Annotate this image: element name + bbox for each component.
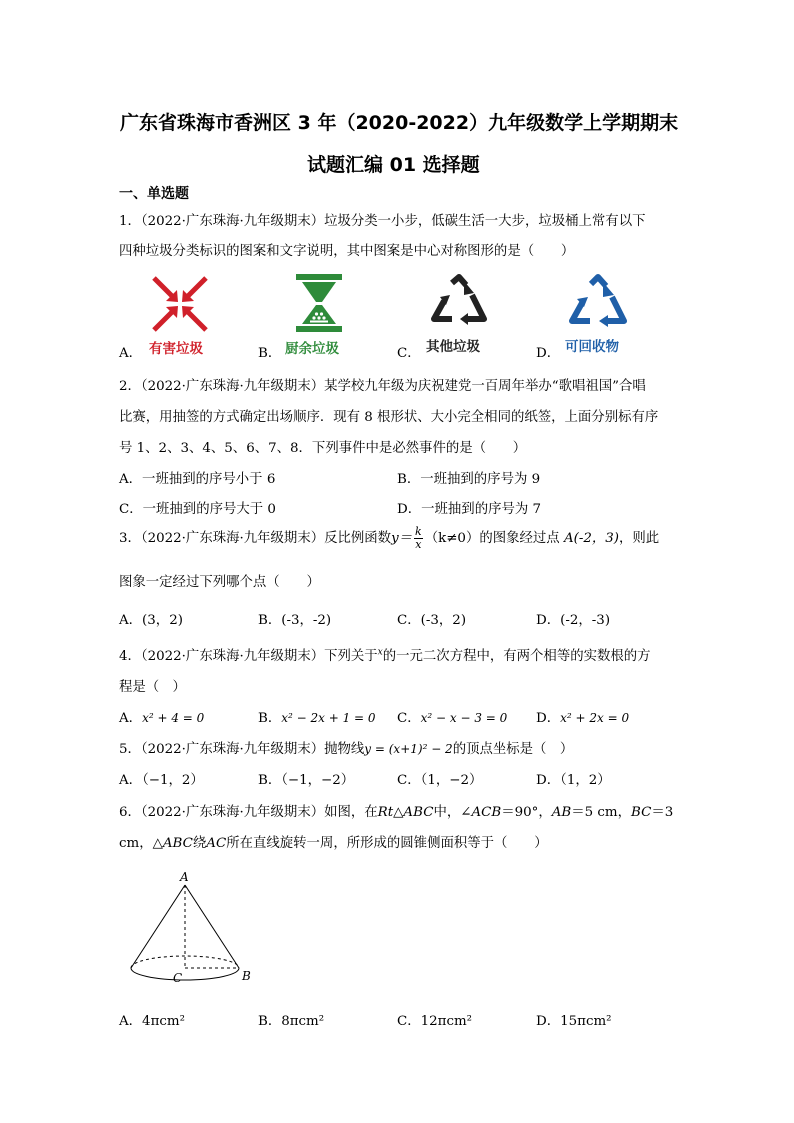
q6-ab: AB [551,805,572,820]
q1-option-c-letter: C． [397,346,421,361]
q5-line [119,738,573,757]
q3-condition: （k≠0）的图象经过点 [424,531,564,546]
q4-option-a [119,707,204,726]
q3-fraction [414,526,423,551]
q6-tri: Rt△ABC [377,805,434,820]
hazardous-waste-icon [148,274,212,334]
q6-l2c: 所在直线旋转一周，所形成的圆锥侧面积等于（ ） [226,836,548,851]
cone-figure [122,868,272,992]
q3-frac-den: x [415,538,422,551]
q4-option-d-letter: D． [536,711,561,726]
q4-option-b-letter: B． [258,711,282,726]
q6-option-c: C．12πcm² [397,1014,473,1029]
q4-option-c [397,707,507,726]
q6-l2a: cm，△ [119,836,163,851]
q3-point: A(-2，3) [563,531,620,546]
q2-line2: 比赛，用抽签的方式确定出场顺序．现有 8 根形状、大小完全相同的纸签，上面分别标有序 [119,410,659,425]
kitchen-waste-icon [294,272,344,334]
q4-option-c-eq: x² − x − 3 = 0 [420,711,508,725]
q5-option-d: D．（1，2） [536,773,611,788]
q6-ac: AC [206,836,227,851]
q5-option-a: A．（−1，2） [119,773,204,788]
q6-l2b: 绕 [192,836,207,851]
q3-option-d: D．(-2，-3) [536,613,611,628]
q4-option-d [536,707,629,726]
q4-line1 [119,645,651,664]
q2-line3: 号 1、2、3、4、5、6、7、8．下列事件中是必然事件的是（ ） [119,441,527,456]
q4-option-a-eq: x² + 4 = 0 [142,711,205,725]
doc-title-line1: 广东省珠海市香洲区 3 年（2020-2022）九年级数学上学期期末 [120,112,679,134]
q3-option-c: C．(-3，2) [397,613,467,628]
q4-var: x [377,647,383,658]
doc-title-line2: 试题汇编 01 选择题 [307,154,480,176]
q4-line2: 程是（ ） [119,680,186,695]
q2-line1: 2．（2022·广东珠海·九年级期末）某学校九年级为庆祝建党一百周年举办“歌唱祖国”合唱 [119,379,646,394]
q6-bc: BC [631,805,652,820]
q2-option-d: D．一班抽到的序号为 7 [397,502,542,517]
q2-option-a: A．一班抽到的序号小于 6 [119,472,276,487]
q3-frac-num: k [415,525,422,538]
q3-option-a: A．(3，2) [119,613,183,628]
q6-l1c: ＝90°， [501,805,552,820]
q1-line1: 1．（2022·广东珠海·九年级期末）垃圾分类一小步，低碳生活一大步，垃圾桶上常有以下 [119,214,646,229]
q4-line1-a: 4．（2022·广东珠海·九年级期末）下列关于 [119,649,378,664]
q1-option-b-caption: 厨余垃圾 [285,341,339,357]
q1-option-c-caption: 其他垃圾 [426,339,480,355]
q6-option-b: B．8πcm² [258,1014,325,1029]
q3-line1 [119,526,659,551]
cone-label-a: A [180,870,189,884]
q6-option-d: D．15πcm² [536,1014,612,1029]
q4-option-d-eq: x² + 2x = 0 [560,711,630,725]
q6-l1b: 中，∠ [433,805,472,820]
q2-option-c: C．一班抽到的序号大于 0 [119,502,276,517]
q4-option-a-letter: A． [119,711,143,726]
q3-suffix: ，则此 [619,531,660,546]
q3-prefix: 3．（2022·广东珠海·九年级期末）反比例函数 [119,531,392,546]
q6-l1d: ＝5 cm， [571,805,632,820]
q1-option-d-caption: 可回收物 [565,339,619,355]
recyclable-icon [566,273,630,333]
q6-l1a: 6．（2022·广东珠海·九年级期末）如图，在 [119,805,378,820]
q6-acb: ACB [471,805,502,820]
q6-abc: ABC [162,836,193,851]
q6-option-a: A．4πcm² [119,1014,185,1029]
q1-line2: 四种垃圾分类标识的图案和文字说明，其中图案是中心对称图形的是（ ） [119,244,575,259]
section-heading: 一、单选题 [119,186,189,202]
q5-line-b: 的顶点坐标是（ ） [452,742,574,757]
q5-option-b: B．（−1，−2） [258,773,355,788]
q1-option-a-letter: A． [119,346,143,361]
q5-expr: y = (x+1)² − 2 [364,742,453,756]
q3-line2: 图象一定经过下列哪个点（ ） [119,575,320,590]
q1-option-b-letter: B． [258,346,282,361]
q5-option-c: C．（1，−2） [397,773,483,788]
q6-line2 [119,832,548,851]
q4-option-c-letter: C． [397,711,421,726]
q5-line-a: 5．（2022·广东珠海·九年级期末）抛物线 [119,742,365,757]
q3-func-lhs: y＝ [391,531,413,546]
q1-option-d-letter: D． [536,346,561,361]
other-waste-icon [428,273,490,331]
q6-line1 [119,801,673,820]
q3-option-b: B．(-3，-2) [258,613,332,628]
cone-label-c: C [173,971,183,985]
q6-l1e: ＝3 [651,805,674,820]
q2-option-b: B．一班抽到的序号为 9 [397,472,541,487]
q1-option-a-caption: 有害垃圾 [149,341,203,357]
q4-option-b-eq: x² − 2x + 1 = 0 [281,711,376,725]
q4-line1-b: 的一元二次方程中，有两个相等的实数根的方 [382,649,651,664]
q4-option-b [258,707,376,726]
cone-label-b: B [242,969,251,983]
